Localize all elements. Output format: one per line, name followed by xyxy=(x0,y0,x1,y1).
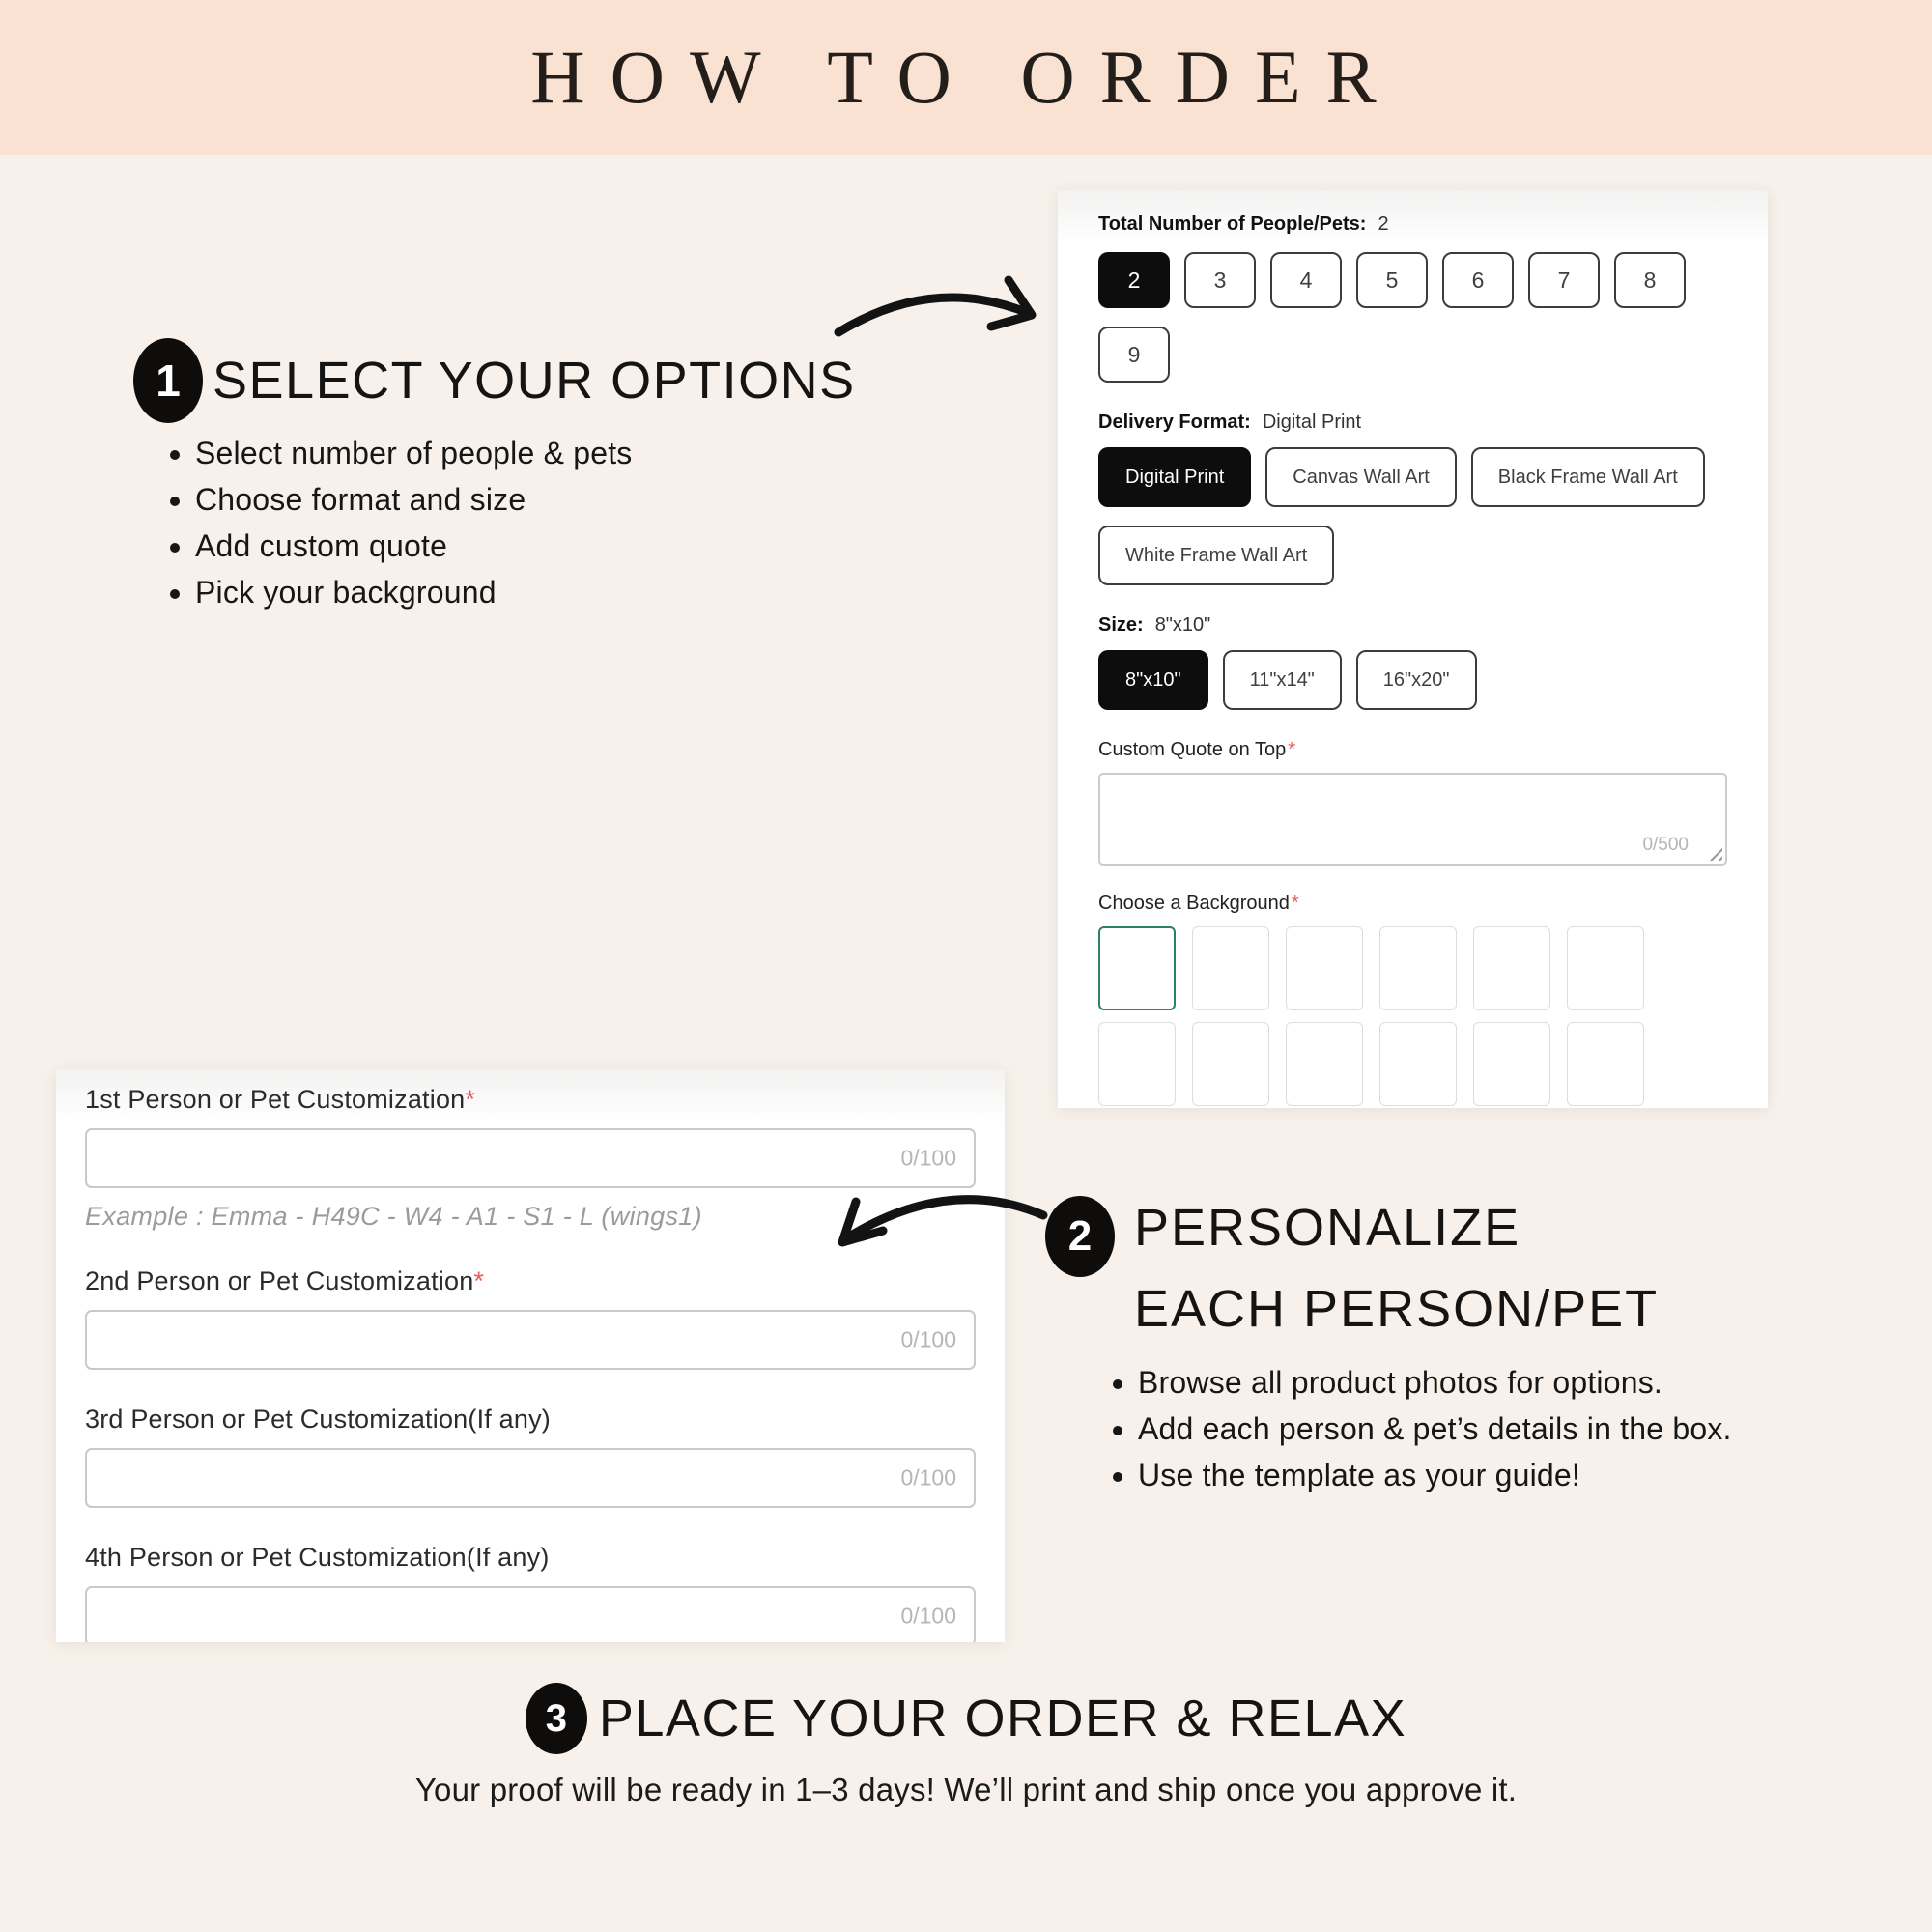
people-option-8[interactable]: 8 xyxy=(1614,252,1686,308)
size-option-8x10[interactable]: 8"x10" xyxy=(1098,650,1208,710)
field4-box xyxy=(85,1586,976,1642)
background-row xyxy=(1098,893,1727,915)
delivery-format-value: Digital Print xyxy=(1262,412,1362,433)
step2-title-line1: PERSONALIZE xyxy=(1134,1199,1521,1257)
field1-label: 1st Person or Pet Customization xyxy=(85,1085,466,1114)
background-thumb-mountain-lake[interactable] xyxy=(1286,1022,1363,1106)
header-band xyxy=(0,0,1932,155)
size-option-11x14[interactable]: 11"x14" xyxy=(1223,650,1342,710)
size-option-16x20[interactable]: 16"x20" xyxy=(1356,650,1477,710)
step2-bullets xyxy=(1109,1366,1732,1492)
options-form-panel xyxy=(1058,190,1768,1108)
step3-heading xyxy=(526,1683,1406,1754)
format-option-white-frame-wall-art[interactable]: White Frame Wall Art xyxy=(1098,526,1334,585)
field-group-3 xyxy=(85,1405,976,1508)
delivery-format-row xyxy=(1098,412,1727,434)
step1-bullet: • Choose format and size xyxy=(195,483,804,516)
format-option-canvas-wall-art[interactable]: Canvas Wall Art xyxy=(1265,447,1457,507)
field1-example-helper: Example : Emma - H49C - W4 - A1 - S1 - L (wings1) xyxy=(85,1202,702,1231)
size-value: 8"x10" xyxy=(1154,614,1211,636)
size-row xyxy=(1098,614,1727,637)
people-count-row xyxy=(1098,213,1727,236)
step2-title xyxy=(1134,1196,1659,1339)
step3-section xyxy=(0,1683,1932,1808)
people-option-6[interactable]: 6 xyxy=(1442,252,1514,308)
custom-quote-box xyxy=(1098,773,1727,866)
field2-label-row xyxy=(85,1266,976,1296)
personalize-form-panel xyxy=(56,1069,1005,1642)
people-option-2[interactable]: 2 xyxy=(1098,252,1170,308)
background-thumbnails xyxy=(1098,926,1727,1106)
field3-input[interactable] xyxy=(87,1450,974,1506)
field4-label: 4th Person or Pet Customization(If any) xyxy=(85,1543,550,1572)
background-thumb-mountain-forest-path[interactable] xyxy=(1286,926,1363,1010)
field4-char-counter: 0/100 xyxy=(900,1603,956,1629)
format-option-digital-print[interactable]: Digital Print xyxy=(1098,447,1251,507)
delivery-format-label: Delivery Format: xyxy=(1098,412,1251,433)
size-label: Size: xyxy=(1098,614,1144,636)
field4-label-row xyxy=(85,1543,976,1573)
field3-char-counter: 0/100 xyxy=(900,1464,956,1491)
custom-quote-row xyxy=(1098,739,1727,761)
step3-title: PLACE YOUR ORDER & RELAX xyxy=(598,1690,1407,1747)
field-group-4 xyxy=(85,1543,976,1642)
step2-bullet: • Browse all product photos for options. xyxy=(1138,1366,1732,1399)
format-option-black-frame-wall-art[interactable]: Black Frame Wall Art xyxy=(1471,447,1705,507)
people-option-4[interactable]: 4 xyxy=(1270,252,1342,308)
background-thumb-camping-tent[interactable] xyxy=(1473,1022,1550,1106)
field2-input[interactable] xyxy=(87,1312,974,1368)
background-thumb-sunset-dock[interactable] xyxy=(1567,926,1644,1010)
background-thumb-lake-dock[interactable] xyxy=(1473,926,1550,1010)
step1-heading xyxy=(133,338,856,423)
background-label: Choose a Background xyxy=(1098,893,1290,914)
step2-number-badge: 2 xyxy=(1045,1196,1115,1277)
custom-quote-label: Custom Quote on Top xyxy=(1098,739,1287,760)
people-option-9[interactable]: 9 xyxy=(1098,327,1170,383)
background-thumb-white[interactable] xyxy=(1098,926,1176,1010)
background-thumb-beach[interactable] xyxy=(1098,1022,1176,1106)
step1-bullet: • Pick your background xyxy=(195,576,804,609)
background-thumb-park-trees[interactable] xyxy=(1567,1022,1644,1106)
field4-input[interactable] xyxy=(87,1588,974,1642)
background-thumb-autumn-trees-path[interactable] xyxy=(1379,926,1457,1010)
step3-note: Your proof will be ready in 1–3 days! We’ll print and ship once you approve it. xyxy=(414,1772,1518,1807)
field3-label-row xyxy=(85,1405,976,1435)
field2-box xyxy=(85,1310,976,1370)
field2-char-counter: 0/100 xyxy=(900,1326,956,1352)
required-asterisk: * xyxy=(473,1266,485,1295)
background-thumb-dark-mountain-sunset[interactable] xyxy=(1379,1022,1457,1106)
field2-label: 2nd Person or Pet Customization xyxy=(85,1266,474,1295)
arrow-to-options-panel xyxy=(829,269,1061,355)
size-options xyxy=(1098,650,1727,710)
background-thumb-beige[interactable] xyxy=(1192,926,1269,1010)
field-group-2 xyxy=(85,1266,976,1370)
page-title: HOW TO ORDER xyxy=(530,35,1402,119)
required-asterisk: * xyxy=(1288,739,1295,760)
people-option-3[interactable]: 3 xyxy=(1184,252,1256,308)
step2-bullet: • Add each person & pet’s details in the box. xyxy=(1138,1412,1732,1445)
background-thumb-pink-sunset[interactable] xyxy=(1192,1022,1269,1106)
people-count-value: 2 xyxy=(1378,213,1389,235)
people-option-5[interactable]: 5 xyxy=(1356,252,1428,308)
field3-label: 3rd Person or Pet Customization(If any) xyxy=(85,1405,552,1434)
required-asterisk: * xyxy=(1291,893,1299,914)
required-asterisk: * xyxy=(465,1085,476,1114)
people-count-label: Total Number of People/Pets: xyxy=(1098,213,1367,235)
quote-char-counter: 0/500 xyxy=(1642,835,1689,855)
people-count-options xyxy=(1098,252,1727,383)
custom-quote-textarea[interactable] xyxy=(1100,775,1725,864)
step2-heading xyxy=(1045,1196,1732,1339)
step3-number-badge: 3 xyxy=(526,1683,587,1754)
step2-bullet: • Use the template as your guide! xyxy=(1138,1459,1732,1492)
step1-bullet: • Add custom quote xyxy=(195,529,804,562)
field3-box xyxy=(85,1448,976,1508)
step1-bullet: • Select number of people & pets xyxy=(195,437,804,469)
step1-bullets xyxy=(166,437,804,622)
people-option-7[interactable]: 7 xyxy=(1528,252,1600,308)
step2-title-line2: EACH PERSON/PET xyxy=(1134,1280,1660,1338)
delivery-format-options xyxy=(1098,447,1707,585)
field1-char-counter: 0/100 xyxy=(900,1145,956,1171)
field1-label-row xyxy=(85,1085,976,1115)
step2-section xyxy=(1045,1196,1732,1505)
arrow-to-personalize-panel xyxy=(829,1171,1055,1267)
step1-title: SELECT YOUR OPTIONS xyxy=(213,352,856,410)
step1-number-badge: 1 xyxy=(133,338,203,423)
